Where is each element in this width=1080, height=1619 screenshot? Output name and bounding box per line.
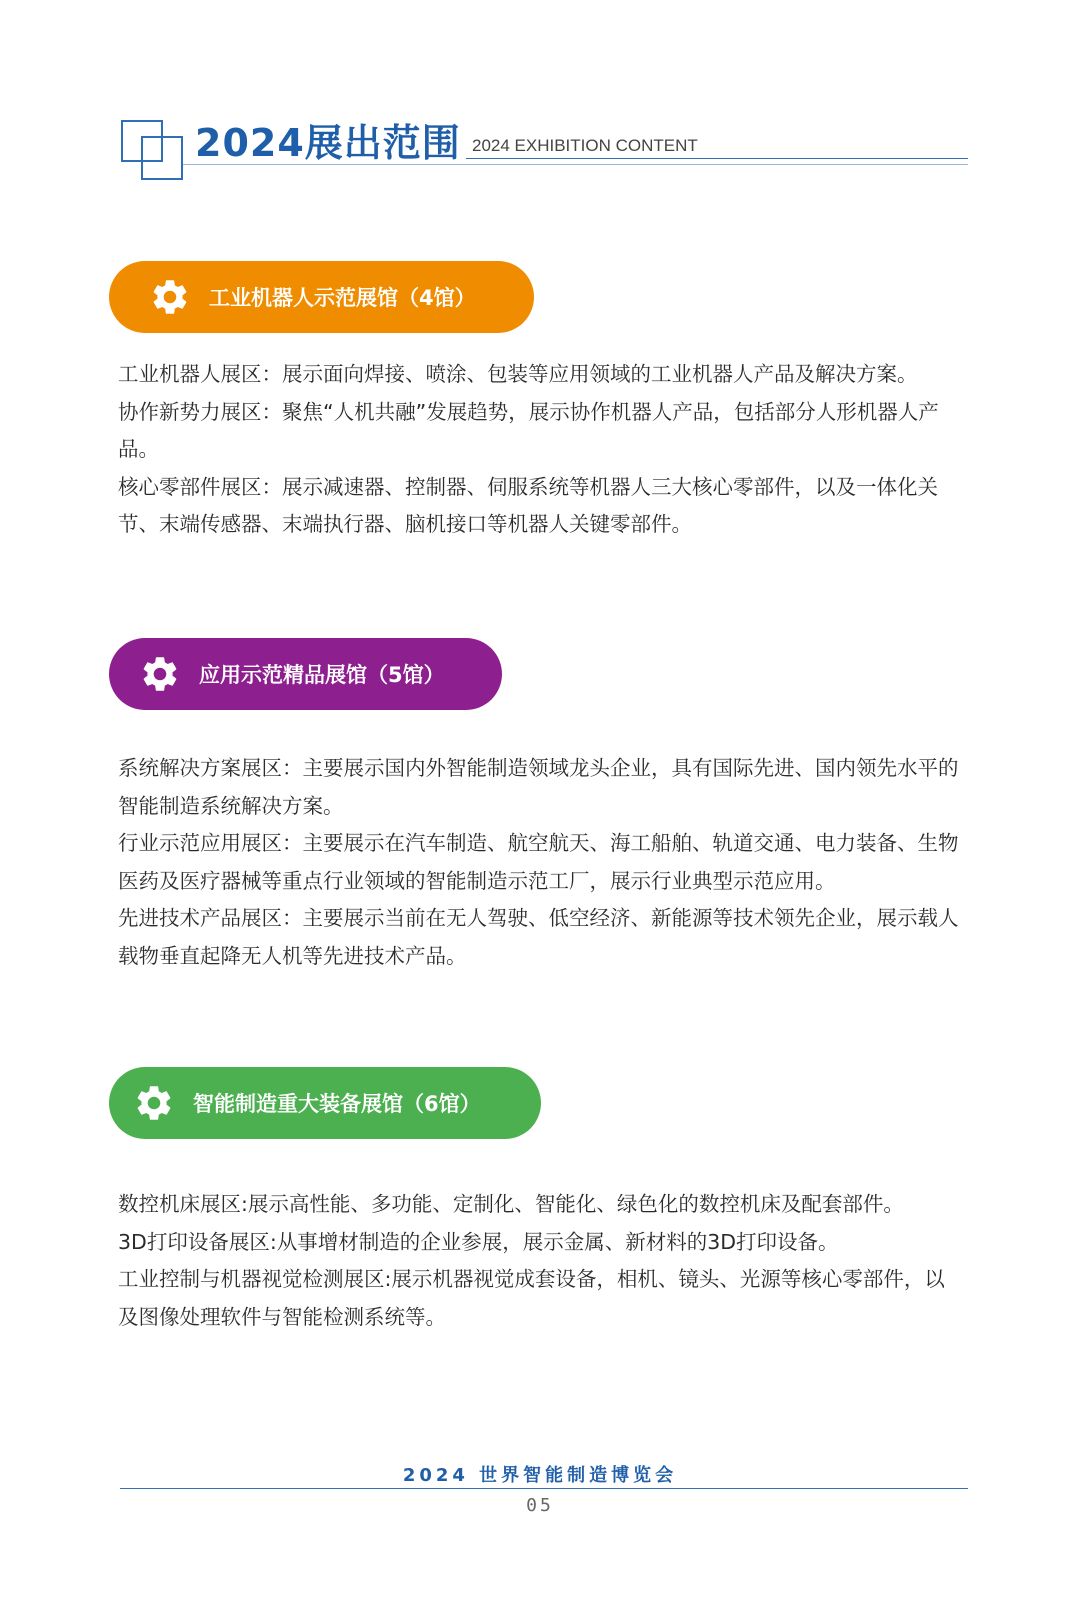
paragraph: 核心零部件展区：展示减速器、控制器、伺服系统等机器人三大核心零部件，以及一体化关节、末端传感器、末端执行器、脑机接口等机器人关键零部件。 <box>118 474 938 536</box>
header-divider <box>183 164 968 165</box>
section-heading-industrial-robot <box>109 261 534 333</box>
paragraph: 系统解决方案展区：主要展示国内外智能制造领域龙头企业，具有国际先进、国内领先水平的智能制造系统解决方案。 <box>118 756 959 818</box>
footer-divider <box>120 1488 968 1489</box>
section-heading-label: 工业机器人示范展馆（4馆） <box>209 286 476 310</box>
paragraph: 协作新势力展区：聚焦“人机共融”发展趋势，展示协作机器人产品，包括部分人形机器人产品。 <box>118 399 939 461</box>
section-heading-label: 应用示范精品展馆（5馆） <box>199 663 445 687</box>
section-heading-major-equipment <box>109 1067 541 1139</box>
gear-icon <box>149 276 191 318</box>
page-title: 2024展出范围 <box>195 121 461 165</box>
paragraph: 行业示范应用展区：主要展示在汽车制造、航空航天、海工船舶、轨道交通、电力装备、生物医药及医疗器械等重点行业领域的智能制造示范工厂，展示行业典型示范应用。 <box>118 831 959 893</box>
section-heading-application-demo <box>109 638 502 710</box>
footer-title: 2024 世界智能制造博览会 <box>402 1465 678 1486</box>
section-heading-label: 智能制造重大装备展馆（6馆） <box>193 1092 481 1116</box>
deco-square <box>141 136 163 162</box>
paragraph: 3D打印设备展区:从事增材制造的企业参展，展示金属、新材料的3D打印设备。 <box>118 1229 839 1254</box>
section-body <box>118 356 964 544</box>
paragraph: 先进技术产品展区：主要展示当前在无人驾驶、低空经济、新能源等技术领先企业，展示载人载物垂直起降无人机等先进技术产品。 <box>118 906 959 968</box>
header-decoration <box>121 120 183 182</box>
paragraph: 工业控制与机器视觉检测展区:展示机器视觉成套设备，相机、镜头、光源等核心零部件，以及图像处理软件与智能检测系统等。 <box>118 1267 945 1329</box>
page-number: 05 <box>526 1495 554 1516</box>
section-body <box>118 750 964 975</box>
gear-icon <box>139 653 181 695</box>
gear-icon <box>133 1082 175 1124</box>
paragraph: 数控机床展区:展示高性能、多功能、定制化、智能化、绿色化的数控机床及配套部件。 <box>118 1192 904 1216</box>
paragraph: 工业机器人展区：展示面向焊接、喷涂、包装等应用领域的工业机器人产品及解决方案。 <box>118 362 918 386</box>
header-divider <box>466 158 968 159</box>
page-subtitle: 2024 EXHIBITION CONTENT <box>472 136 698 155</box>
section-body <box>118 1186 964 1336</box>
